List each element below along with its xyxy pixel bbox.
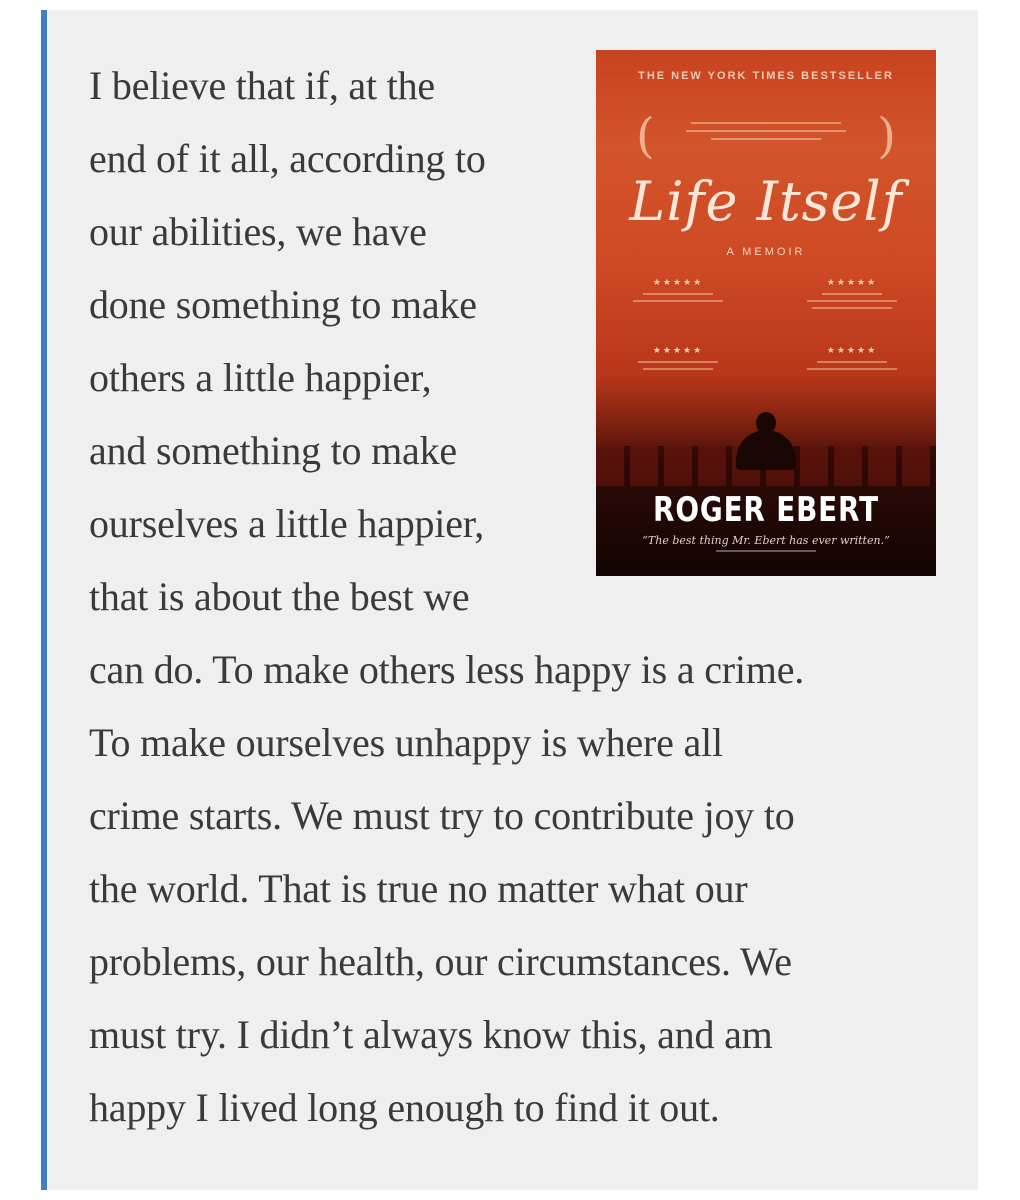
cover-review xyxy=(628,346,728,386)
cover-quote-attribution xyxy=(716,550,816,552)
quote-line: others a little happier, xyxy=(89,355,432,400)
quote-line: To make ourselves unhappy is where all xyxy=(89,720,723,765)
quote-line: our abilities, we have xyxy=(89,209,427,254)
cover-subtitle: A MEMOIR xyxy=(726,246,806,258)
stars-icon: ★★★★★ xyxy=(652,346,704,356)
cover-banner: THE NEW YORK TIMES BESTSELLER xyxy=(638,70,894,82)
silhouette-head xyxy=(756,412,776,434)
quote-line: that is about the best we xyxy=(89,574,470,619)
quote-line: end of it all, according to xyxy=(89,136,486,181)
quote-line: must try. I didn’t always know this, and am xyxy=(89,1012,773,1057)
quote-line: and something to make xyxy=(89,428,457,473)
quote-line: done something to make xyxy=(89,282,477,327)
stars-icon: ★★★★★ xyxy=(826,346,878,356)
quote-line: crime starts. We must try to contribute joy to xyxy=(89,793,795,838)
cover-blurb xyxy=(686,116,846,152)
cover-review xyxy=(628,278,728,318)
quote-line: happy I lived long enough to find it out. xyxy=(89,1085,720,1130)
quote-line: can do. To make others less happy is a crime. xyxy=(89,647,805,692)
cover-author: ROGER EBERT xyxy=(653,490,879,530)
stars-icon: ★★★★★ xyxy=(826,278,878,288)
laurel-right-icon: ) xyxy=(877,108,896,164)
cover-review xyxy=(802,346,902,386)
quote-line: ourselves a little happier, xyxy=(89,501,485,546)
silhouette-figure xyxy=(736,430,796,470)
cover-title: Life Itself xyxy=(629,170,903,233)
cover-review xyxy=(802,278,902,318)
quote-line: problems, our health, our circumstances. We xyxy=(89,939,792,984)
quote-line: the world. That is true no matter what our xyxy=(89,866,748,911)
blockquote-accent-rule xyxy=(41,10,47,1190)
laurel-left-icon: ( xyxy=(636,108,655,164)
stars-icon: ★★★★★ xyxy=(652,278,704,288)
cover-quote: “The best thing Mr. Ebert has ever written.” xyxy=(642,534,890,547)
book-cover-image xyxy=(596,50,936,576)
quote-line: I believe that if, at the xyxy=(89,63,435,108)
